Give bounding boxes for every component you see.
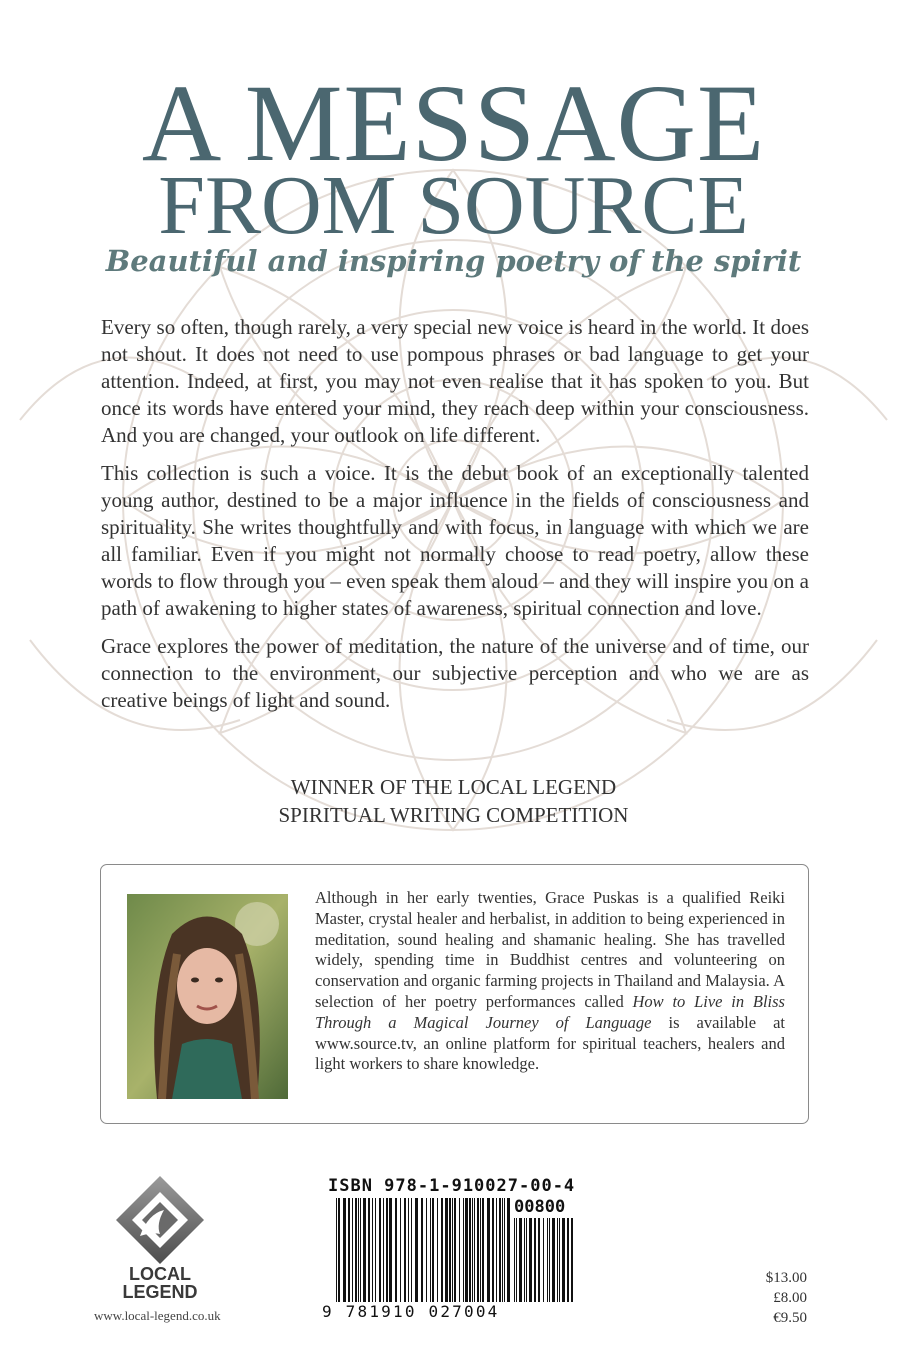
barcode-bar [445, 1198, 448, 1302]
book-subtitle: Beautiful and inspiring poetry of the spirit [105, 244, 802, 278]
barcode-bar [499, 1198, 501, 1302]
barcode-bar [507, 1198, 510, 1302]
barcode-bar [534, 1218, 536, 1302]
price-gbp: £8.00 [773, 1290, 807, 1306]
book-title-line2: FROM SOURCE [158, 159, 749, 252]
barcode-bar [538, 1218, 540, 1302]
barcode-bar [363, 1198, 366, 1302]
barcode-bar [524, 1218, 525, 1302]
barcode-bar [426, 1198, 427, 1302]
barcode-bar [557, 1218, 558, 1302]
barcode-bar [395, 1198, 397, 1302]
barcode-bar [463, 1198, 464, 1302]
blurb-paragraph: Every so often, though rarely, a very special new voice is heard in the world. It does not shout. It does not need to use pompous phrases or bad language to get your attention. Indeed, at first, you may not even realise that it has spoken to you. But once its words have entered your mind, they reach deep within your consciousness. And you are changed, your outlook on life different. [101, 315, 809, 447]
barcode-bar [400, 1198, 401, 1302]
price-usd: $13.00 [765, 1270, 807, 1286]
publisher-website: www.local-legend.co.uk [94, 1308, 221, 1323]
author-bio-title: How to Live in Bliss Through a Magical Journey of Language [315, 991, 785, 1032]
barcode-bar [411, 1198, 412, 1302]
barcode-bar [360, 1198, 361, 1302]
price-list [766, 1268, 807, 1328]
barcode-bar [552, 1218, 555, 1302]
barcode-bar [338, 1198, 340, 1302]
barcode-bar [343, 1198, 346, 1302]
author-bio-part1: Although in her early twenties, Grace Puskas is a qualified Reiki Master, crystal healer and herbalist, in addition to being experienced in meditation, sound healing and shamanic healing. She has travelled widely, spending time in Buddhist centres and volunteering on conservation and organic farming projects in Thailand and Malaysia. A selection of her poetry performances called [315, 888, 785, 1011]
barcode-bar [519, 1218, 522, 1302]
barcode-bar [459, 1198, 460, 1302]
barcode-bar [368, 1198, 370, 1302]
barcode-bar [487, 1198, 490, 1302]
barcode-bar [559, 1218, 560, 1302]
barcode-bar [516, 1218, 517, 1302]
blurb-paragraph: This collection is such a voice. It is the debut book of an exceptionally talented young author, destined to be a major influence in the fields of consciousness and spirituality. She writes thoughtfully and with focus, in language with which we are all familiar. Even if you might not normally choose to read poetry, allow these words to flow through you – even speak them aloud – and they will inspire you on a path of awakening to higher states of awareness, spiritual connection and love. [101, 461, 809, 620]
barcode-addon-bars [514, 1218, 576, 1302]
award-line2: SPIRITUAL WRITING COMPETITION [278, 803, 629, 827]
barcode-bar [543, 1218, 544, 1302]
barcode-bar [526, 1218, 527, 1302]
logo-line1: LOCAL [129, 1264, 191, 1284]
barcode-bar [549, 1218, 550, 1302]
barcode-bar [480, 1198, 481, 1302]
barcode-bar [389, 1198, 392, 1302]
author-bio-part2: is available at www.source.tv, an online platform for spiritual teachers, healers and light workers to share knowledge. [315, 1012, 785, 1074]
blurb [101, 314, 809, 725]
author-bio [315, 888, 785, 1075]
barcode-bar [372, 1198, 373, 1302]
barcode-bar [449, 1198, 451, 1302]
barcode-bar [567, 1218, 569, 1302]
barcode-bar [514, 1218, 515, 1302]
publisher-logo [112, 1174, 208, 1302]
barcode-bar [547, 1218, 548, 1302]
barcode-bar [469, 1198, 471, 1302]
barcode-bar [529, 1218, 532, 1302]
barcode-bar [375, 1198, 376, 1302]
barcode-bar [437, 1198, 438, 1302]
barcode-bar [352, 1198, 353, 1302]
barcode-bars [336, 1198, 512, 1302]
barcode-bar [441, 1198, 443, 1302]
barcode-bar [432, 1198, 434, 1302]
logo-line2: LEGEND [122, 1282, 198, 1302]
barcode-bar [472, 1198, 473, 1302]
award-line1: WINNER OF THE LOCAL LEGEND [290, 775, 617, 799]
barcode-bar [571, 1218, 573, 1302]
local-legend-logo-icon [112, 1174, 208, 1302]
blurb-paragraph: Grace explores the power of meditation, the nature of the universe and of time, our connection to the environment, our subjective perception and who we are as creative beings of light and sound. [101, 634, 809, 712]
barcode-bar [421, 1198, 423, 1302]
barcode-bar [355, 1198, 357, 1302]
barcode-bar [348, 1198, 350, 1302]
barcode-bar [482, 1198, 484, 1302]
barcode-bar [383, 1198, 384, 1302]
barcode-bar [474, 1198, 475, 1302]
barcode-bar [492, 1198, 494, 1302]
barcode-bar [408, 1198, 409, 1302]
barcode-bar [379, 1198, 381, 1302]
author-bio-box [100, 864, 809, 1124]
author-photo [127, 894, 288, 1099]
barcode-bar [465, 1198, 468, 1302]
barcode-bar [358, 1198, 359, 1302]
barcode-bar [336, 1198, 337, 1302]
barcode-bar [496, 1198, 497, 1302]
isbn-text: ISBN 978-1-910027-00-4 [328, 1176, 576, 1196]
barcode-bar [454, 1198, 456, 1302]
barcode-bar [430, 1198, 431, 1302]
isbn-barcode [322, 1176, 586, 1326]
barcode-bar [502, 1198, 503, 1302]
barcode-bar [452, 1198, 453, 1302]
barcode-bar [477, 1198, 479, 1302]
award-notice [0, 773, 907, 829]
barcode-bar [386, 1198, 388, 1302]
barcode-bar [415, 1198, 418, 1302]
price-eur: €9.50 [773, 1310, 807, 1326]
barcode-digits: 9 781910 027004 [322, 1302, 500, 1321]
barcode-bar [404, 1198, 406, 1302]
barcode-price-code: 00800 [514, 1197, 566, 1217]
barcode-bar [504, 1198, 505, 1302]
barcode-bar [562, 1218, 565, 1302]
book-title-line1: A MESSAGE [141, 62, 766, 184]
